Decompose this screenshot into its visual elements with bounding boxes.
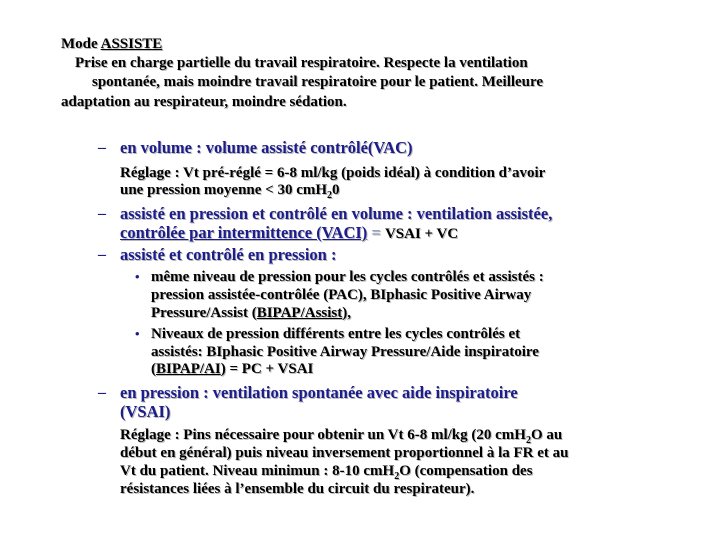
subitem-1-line-3: Pressure/Assist (BIPAP/Assist), [151, 305, 352, 321]
vac-reglage-line-1: Réglage : Vt pré-réglé = 6-8 ml/kg (poids idéal) à condition d’avoir [120, 165, 546, 181]
dash-bullet-2: – [98, 205, 106, 222]
subitem-1-line-1: même niveau de pression pour les cycles contrôlés et assistés : [151, 269, 544, 285]
subitem-2-line-2: assistés: BIphasic Positive Airway Pressure/Aide inspiratoire [151, 344, 539, 360]
subitem-1-line-2: pression assistée-contrôlée (PAC), BIphasic Positive Airway [151, 287, 532, 303]
dot-subitem-1: • [135, 269, 140, 284]
dash-bullet-4: – [98, 384, 106, 401]
subitem-2-line-3: (BIPAP/AI) = PC + VSAI [151, 361, 314, 377]
intro-line-3: adaptation au respirateur, moindre sédation. [61, 94, 347, 110]
bullet-vsai-title-line-2: (VSAI) [120, 402, 171, 421]
vsai-reglage-line-1: Réglage : Pins nécessaire pour obtenir un Vt 6-8 ml/kg (20 cmH$_2$O au [120, 427, 563, 446]
mode-heading: Mode ASSISTE [61, 36, 163, 52]
bullet-vsai-title-line-1: en pression : ventilation spontanée avec aide inspiratoire [120, 383, 518, 402]
bullet-volume-title: en volume : volume assisté contrôlé(VAC) [120, 138, 413, 157]
dash-bullet-1: – [98, 139, 106, 156]
subitem-2-line-1: Niveaux de pression différents entre les cycles contrôlés et [151, 326, 521, 342]
dash-bullet-3: – [98, 246, 106, 263]
vsai-reglage-line-2: début en général) puis niveau inversement proportionnel à la FR et au [120, 445, 569, 461]
bullet-vaci-title-line-2: contrôlée par intermittence (VACI) = VSAI + VC [120, 223, 459, 242]
dot-subitem-2: • [135, 326, 140, 341]
mode-name: ASSISTE [100, 36, 163, 52]
vsai-reglage-line-4: résistances liées à l’ensemble du circuit du respirateur). [120, 481, 475, 497]
intro-line-2: spontanée, mais moindre travail respiratoire pour le patient. Meilleure [92, 74, 544, 90]
bullet-pression-title: assisté et contrôlé en pression : [120, 245, 337, 264]
intro-line-1: Prise en charge partielle du travail respiratoire. Respecte la ventilation [75, 55, 528, 71]
bullet-vaci-title-line-1: assisté en pression et contrôlé en volume : ventilation assistée, [120, 204, 553, 223]
vsai-reglage-line-3: Vt du patient. Niveau minimun : 8-10 cmH$_2$O (compensation des [120, 463, 533, 482]
vac-reglage-line-2: une pression moyenne < 30 cmH$_2$0 [120, 182, 340, 201]
